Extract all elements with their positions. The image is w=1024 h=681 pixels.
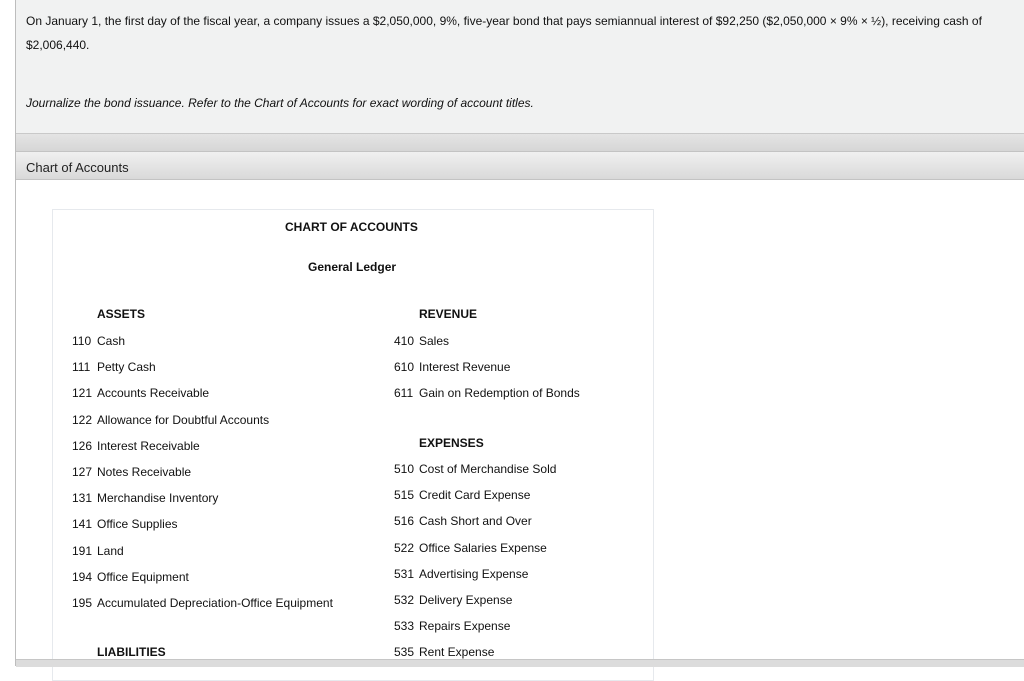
account-name: Gain on Redemption of Bonds bbox=[419, 386, 580, 401]
account-number: 121 bbox=[72, 386, 93, 401]
account-name: Delivery Expense bbox=[419, 593, 513, 607]
account-name: Interest Receivable bbox=[97, 438, 200, 453]
assets-heading: ASSETS bbox=[97, 307, 146, 321]
liabilities-heading: LIABILITIES bbox=[97, 645, 166, 659]
account-name: Allowance for Doubtful Accounts bbox=[97, 412, 270, 427]
account-number: 515 bbox=[394, 488, 415, 503]
account-name: Rent Expense bbox=[419, 645, 495, 660]
account-name: Petty Cash bbox=[97, 360, 156, 375]
account-number: 111 bbox=[72, 360, 91, 375]
account-number: 195 bbox=[72, 596, 93, 610]
account-number: 516 bbox=[394, 514, 415, 529]
account-name: Accounts Receivable bbox=[97, 386, 210, 401]
account-number: 131 bbox=[72, 491, 93, 506]
question-instruction: Journalize the bond issuance. Refer to the Chart of Accounts for exact wording of account titles. bbox=[26, 96, 534, 110]
account-number: 510 bbox=[394, 462, 415, 476]
revenue-heading: REVENUE bbox=[419, 307, 478, 321]
account-number: 127 bbox=[72, 465, 93, 479]
account-name: Sales bbox=[419, 334, 450, 348]
section-divider bbox=[16, 133, 1024, 151]
account-number: 194 bbox=[72, 569, 93, 584]
account-number: 532 bbox=[394, 593, 415, 607]
account-name: Interest Revenue bbox=[419, 360, 511, 375]
account-number: 126 bbox=[72, 438, 93, 453]
account-number: 410 bbox=[394, 334, 415, 348]
account-name: Repairs Expense bbox=[419, 619, 511, 634]
question-text: On January 1, the first day of the fiscal year, a company issues a $2,050,000, 9%, five-year bond that pays semiannual interest of $92,250 ($2,050,000 × 9% × ½), receiving cash of $2,006,440. bbox=[26, 14, 982, 52]
account-name: Cost of Merchandise Sold bbox=[419, 462, 557, 476]
account-number: 141 bbox=[72, 517, 93, 532]
account-name: Merchandise Inventory bbox=[97, 491, 219, 506]
chart-subtitle: General Ledger bbox=[308, 260, 397, 274]
account-name: Cash bbox=[97, 334, 126, 348]
account-name: Office Equipment bbox=[97, 569, 189, 584]
account-number: 122 bbox=[72, 412, 93, 427]
account-number: 535 bbox=[394, 645, 415, 660]
account-name: Notes Receivable bbox=[97, 465, 192, 479]
account-number: 191 bbox=[72, 543, 93, 558]
account-number: 610 bbox=[394, 360, 415, 375]
account-name: Advertising Expense bbox=[419, 566, 529, 581]
account-name: Accumulated Depreciation-Office Equipment bbox=[97, 596, 333, 610]
account-number: 531 bbox=[394, 566, 415, 581]
chart-title: CHART OF ACCOUNTS bbox=[285, 220, 418, 234]
account-name: Office Salaries Expense bbox=[419, 540, 547, 555]
expenses-heading: EXPENSES bbox=[419, 436, 484, 450]
account-number: 110 bbox=[72, 334, 92, 348]
account-name: Cash Short and Over bbox=[419, 514, 532, 529]
account-name: Credit Card Expense bbox=[419, 488, 531, 503]
account-number: 522 bbox=[394, 540, 415, 555]
account-number: 611 bbox=[394, 386, 414, 401]
account-name: Land bbox=[97, 543, 124, 558]
account-number: 533 bbox=[394, 619, 415, 634]
chart-of-accounts-tab-label: Chart of Accounts bbox=[26, 160, 129, 175]
account-name: Office Supplies bbox=[97, 517, 178, 532]
chart-of-accounts-tab[interactable] bbox=[16, 151, 1024, 180]
question-panel bbox=[16, 0, 1024, 133]
